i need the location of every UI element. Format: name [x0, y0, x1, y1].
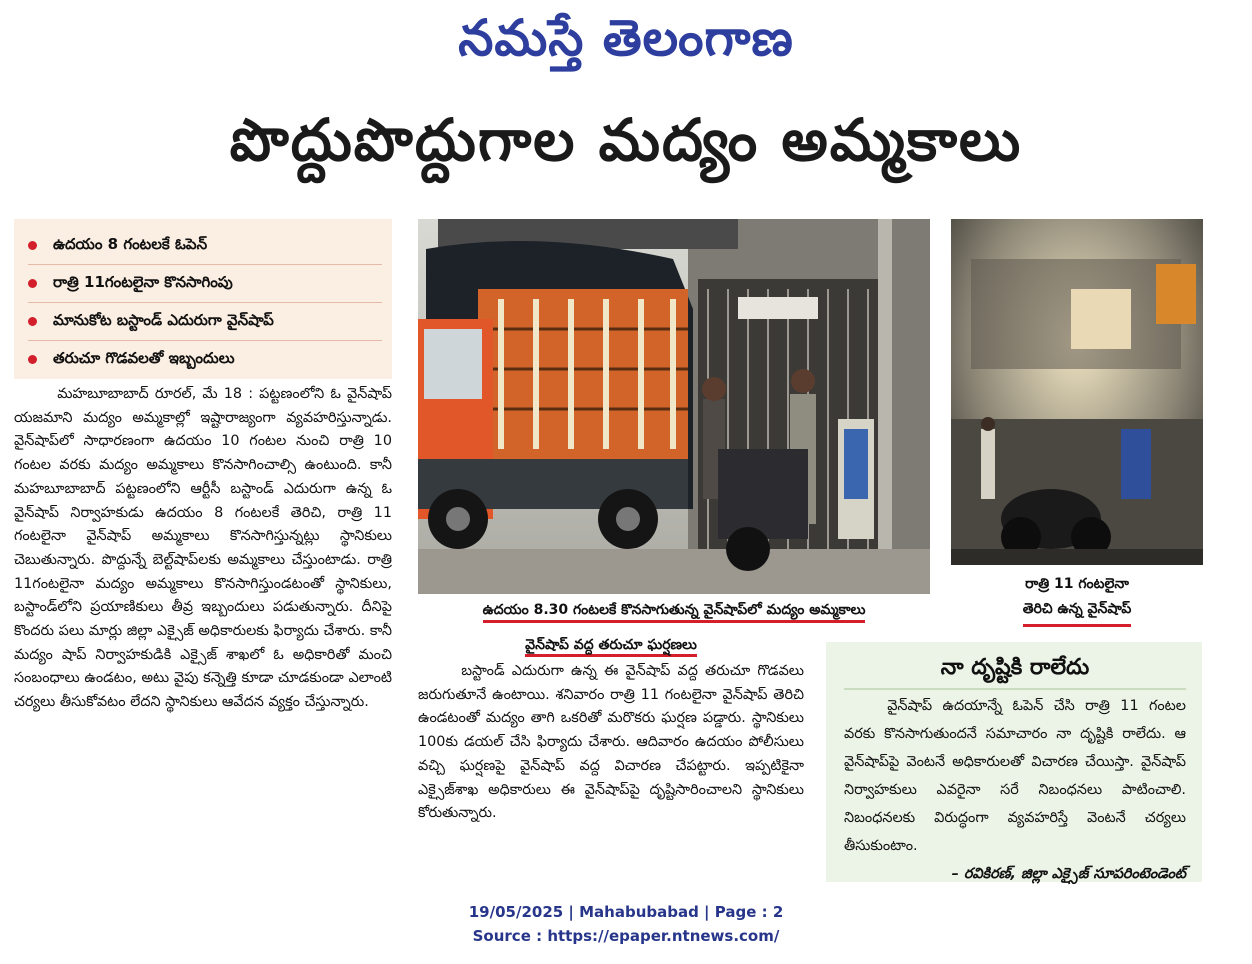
highlight-item: [28, 227, 382, 265]
bullet-icon: [28, 355, 37, 364]
side-photo-caption: [951, 572, 1203, 627]
caption-line: తెరిచి ఉన్న వైన్‌షాప్: [1023, 597, 1132, 627]
article-paragraph: బస్టాండ్ ఎదురుగా ఉన్న ఈ వైన్‌షాప్ వద్ద తరుచూ గొడవలు జరుగుతూనే ఉంటాయి. శనివారం రాత్రి 11 గంటలైనా వైన్‌షాప్ తెరిచి ఉండటంతో మద్యం తాగి ఒకరితో మరొకరు ఘర్షణ పడ్డారు. స్థానికులు 100కు డయల్ చేసి ఫిర్యాదు చేశారు. ఆదివారం ఉదయం పోలీసులు వచ్చి ఘర్షణపై వైన్‌షాప్ వద్ద విచారణ చేపట్టారు. ఇప్పటికైనా ఎక్సైజ్‌శాఖ అధికారులు ఈ వైన్‌షాప్‌పై దృష్టిసారించాలని స్థానికులు కోరుతున్నారు.: [418, 663, 804, 822]
photo-illustration: [951, 219, 1203, 565]
newspaper-masthead: నమస్తే తెలంగాణ: [458, 8, 794, 67]
wine-shop-night-photo: [951, 219, 1203, 565]
highlights-box: [14, 219, 392, 379]
caption-text: ఉదయం 8.30 గంటలకే కొనసాగుతున్న వైన్‌షాప్‌లో మద్యం అమ్మకాలు: [483, 602, 866, 623]
footer-edition-info: 19/05/2025 | Mahabubabad | Page : 2: [468, 903, 784, 921]
subheading-text: వైన్‌షాప్ వద్ద తరుచూ ఘర్షణలు: [525, 637, 697, 657]
quote-paragraph: వైన్‌షాప్ ఉదయాన్నే ఓపెన్ చేసి రాత్రి 11 గంటల వరకు కొనసాగుతుందనే సమాచారం నా దృష్టికి రాలేదు. ఆ వైన్‌షాప్‌పై వెంటనే అధికారులతో విచారణ చేయిస్తా. వైన్‌షాప్ నిర్వాహకులు ఎవరైనా సరే నిబంధనలు పాటించాలి. నిబంధనలకు విరుద్ధంగా వ్యవహరిస్తే వెంటనే చర్యలు తీసుకుంటాం.: [844, 698, 1186, 854]
highlight-text: మానుకోట బస్టాండ్ ఎదురుగా వైన్‌షాప్: [53, 310, 274, 329]
official-quote-box: [826, 642, 1202, 882]
photo-illustration: [418, 219, 930, 594]
quote-signature: – రవికిరణ్, జిల్లా ఎక్సైజ్ సూపరింటెండెంట్: [951, 866, 1186, 882]
article-column-2: [418, 660, 804, 826]
wine-shop-morning-photo: [418, 219, 930, 594]
caption-line: రాత్రి 11 గంటలైనా: [1025, 576, 1129, 592]
bullet-icon: [28, 241, 37, 250]
highlight-text: తరుచూ గొడవలతో ఇబ్బందులు: [53, 348, 235, 367]
main-photo-caption: [418, 598, 930, 622]
bullet-icon: [28, 317, 37, 326]
quote-box-body: [844, 692, 1186, 860]
highlight-item: [28, 341, 382, 378]
highlight-text: రాత్రి 11గంటలైనా కొనసాగింపు: [53, 272, 233, 291]
highlight-item: [28, 265, 382, 303]
quote-box-title: నా దృష్టికి రాలేదు: [844, 648, 1186, 690]
footer-source[interactable]: Source : https://epaper.ntnews.com/: [472, 927, 780, 945]
article-paragraph: మహబూబాబాద్ రూరల్, మే 18 : పట్టణంలోని ఓ వైన్‌షాప్ యజమాని మద్యం అమ్మకాల్లో ఇష్టారాజ్యంగా వ్యవహరిస్తున్నాడు. వైన్‌షాప్‌లో సాధారణంగా ఉదయం 10 గంటల నుంచి రాత్రి 10 గంటల వరకు మద్యం అమ్మకాలు కొనసాగించాల్సి ఉంటుంది. కానీ మహబూబాబాద్ పట్టణంలోని ఆర్టీసీ బస్టాండ్ ఎదురుగా ఉన్న ఓ వైన్‌షాప్ నిర్వాహకుడు ఉదయం 8 గంటలకే తెరిచి, రాత్రి 11 గంటలైనా వైన్‌షాప్ అమ్మకాలు కొనసాగిస్తున్నట్లు స్థానికులు చెబుతున్నారు. పొద్దున్నే బెల్ట్‌షాప్‌లకు అమ్మకాలు చేస్తుంటాడు. రాత్రి 11గంటలైనా మద్యం అమ్మకాలు కొనసాగిస్తుండటంతో స్థానికులు, బస్టాండ్‌లోని ప్రయాణికులు తీవ్ర ఇబ్బందులు పడుతున్నారు. దీనిపై కొందరు పలు మార్లు జిల్లా ఎక్సైజ్ అధికారులకు ఫిర్యాదు చేశారు. కానీ మద్యం షాప్ నిర్వాహకుడికి ఎక్సైజ్ శాఖలో ఓ అధికారితో మంచి సంబంధాలు ఉండటం, అటు వైపు కన్నెత్తి కూడా చూడకుండా ఎలాంటి చర్యలు తీసుకోవటం లేదని స్థానికులు ఆవేదన వ్యక్తం చేస్తున్నారు.: [14, 386, 392, 711]
article-headline: పొద్దుపొద్దుగాల మద్యం అమ్మకాలు: [229, 106, 1023, 174]
page-footer: [0, 900, 1252, 948]
highlight-text: ఉదయం 8 గంటలకే ఓపెన్: [53, 234, 208, 253]
highlight-item: [28, 303, 382, 341]
subheading: [418, 634, 804, 656]
bullet-icon: [28, 279, 37, 288]
article-column-1: [14, 383, 392, 715]
